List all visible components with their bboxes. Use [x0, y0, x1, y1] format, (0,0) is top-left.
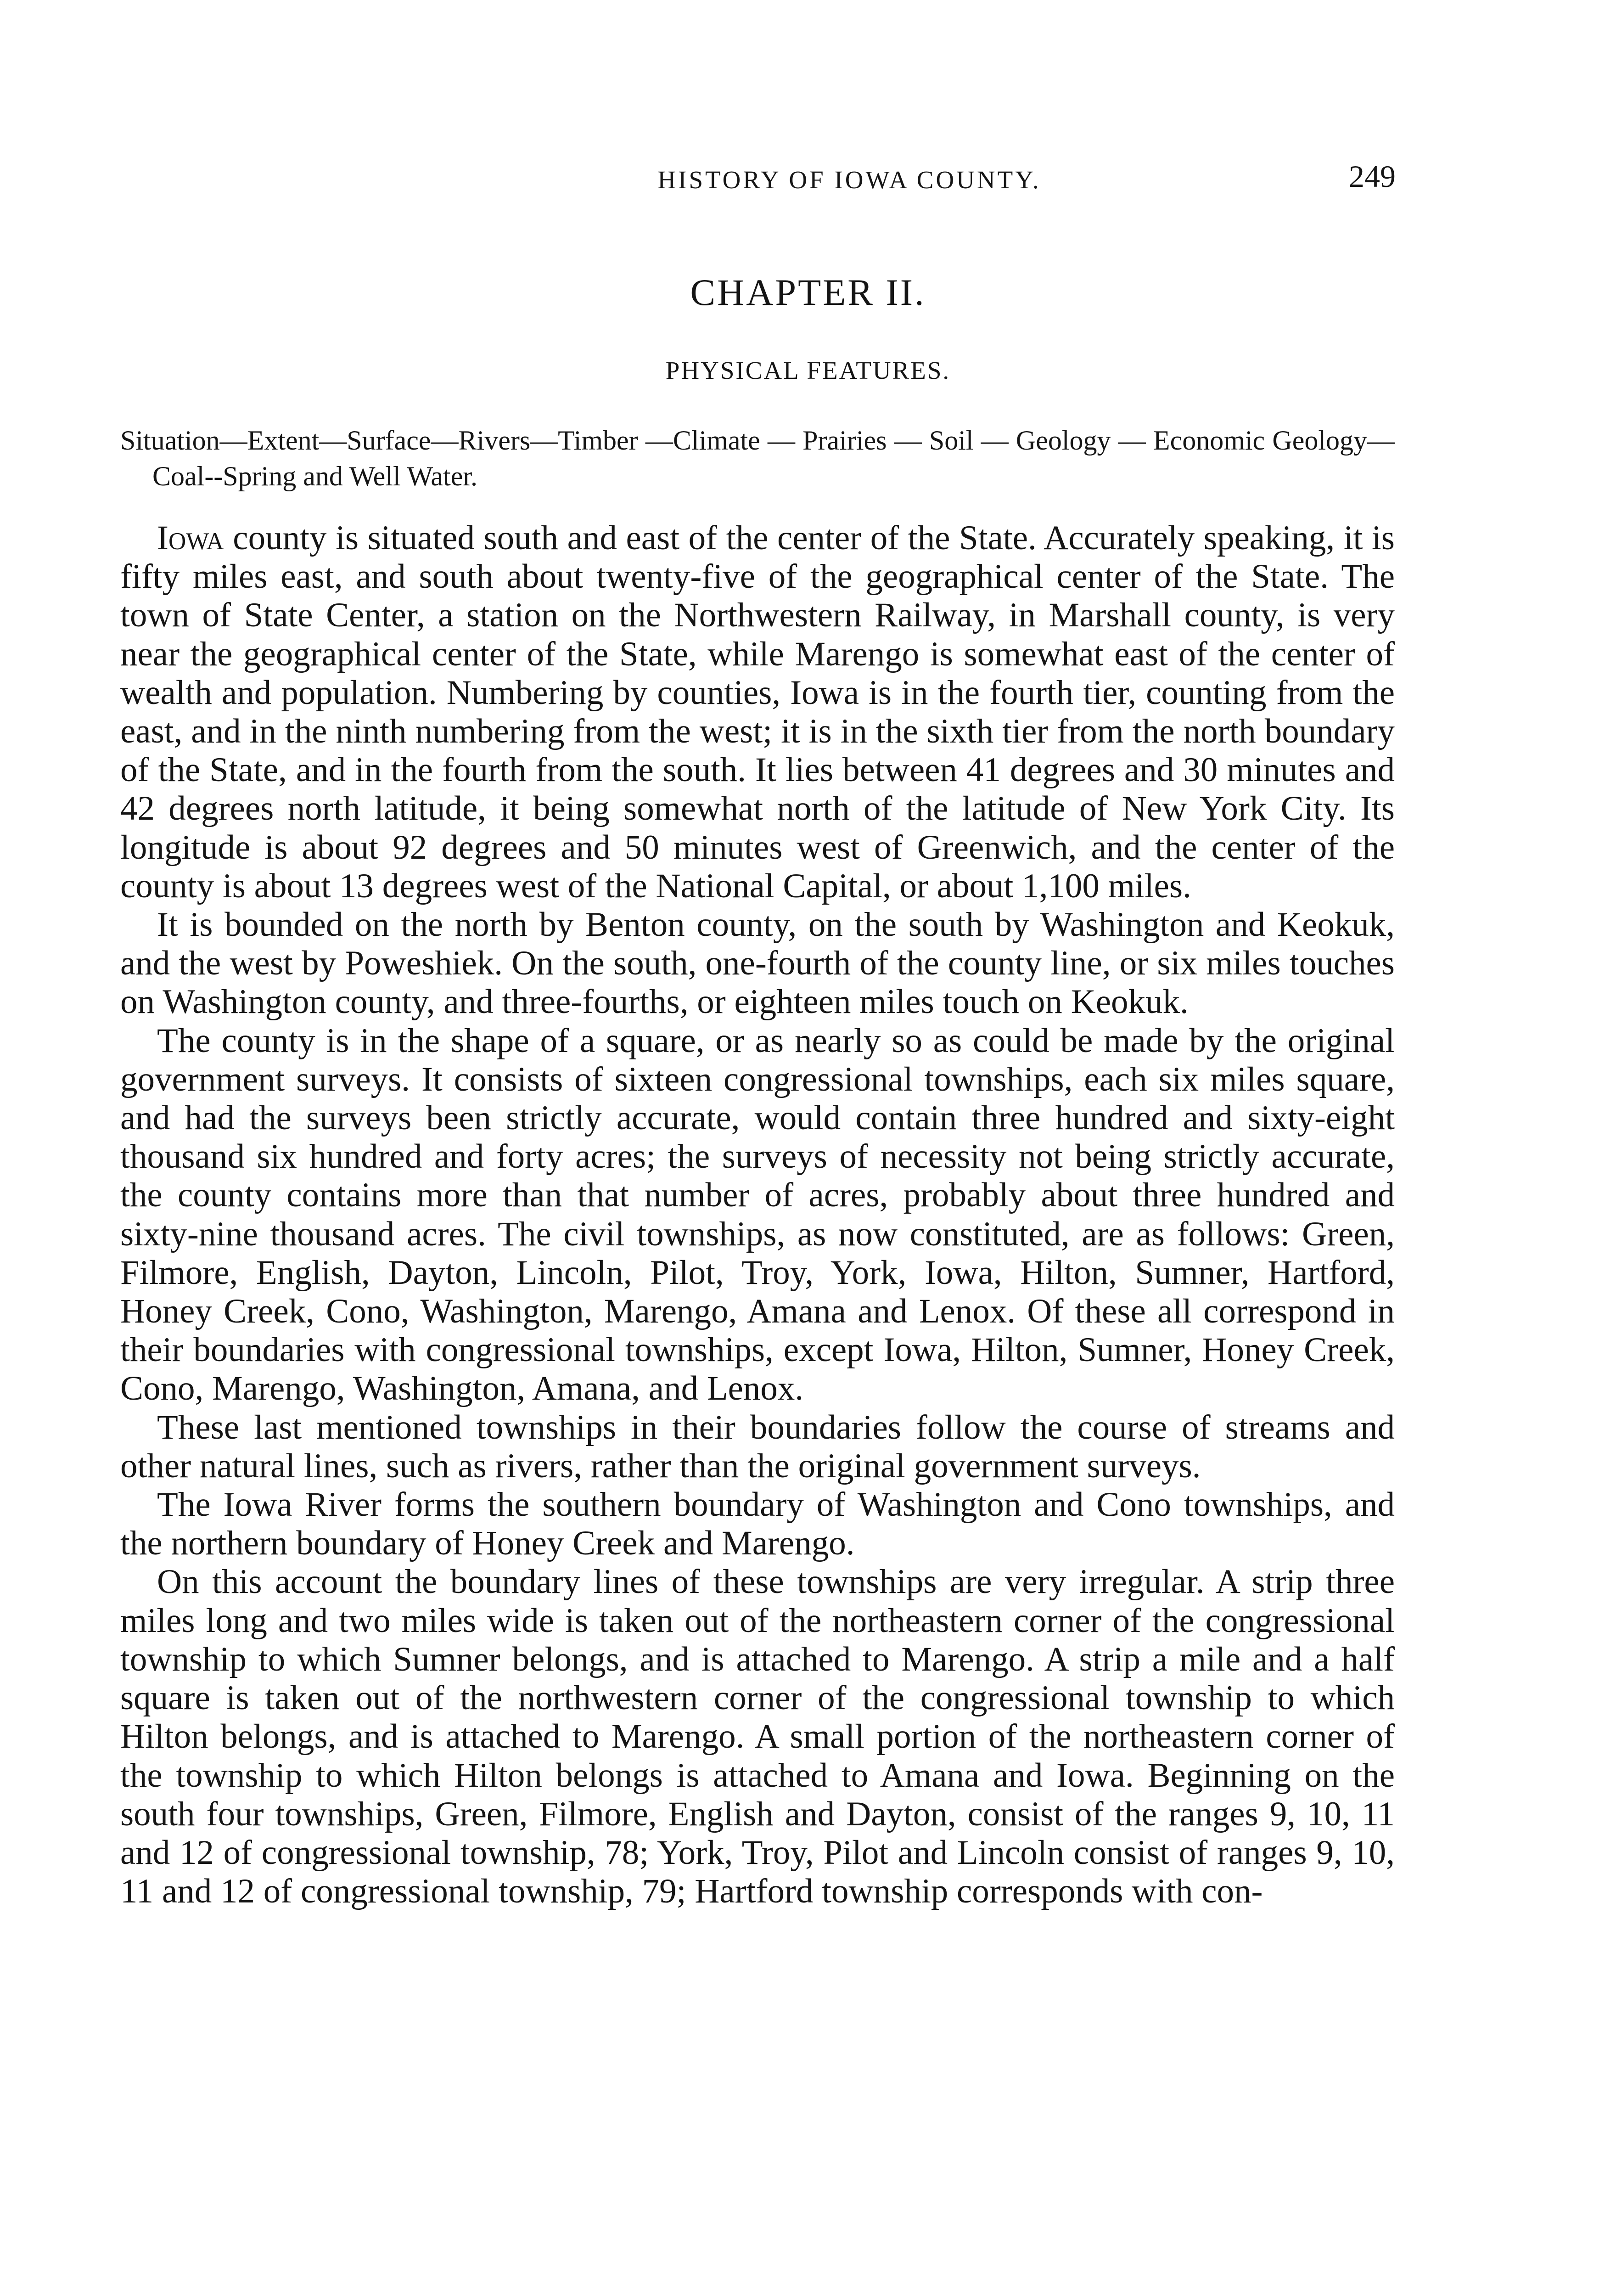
paragraph: On this account the boundary lines of these townships are very irregular. A strip three miles long and two miles wide is taken out of the northeastern corner of the congressional township to which Sumner belongs, and is attached to Marengo. A strip a mile and a half square is taken out of the northwestern corner of the congressional township to which Hilton belongs, and is attached to Marengo. A small portion of the northeastern corner of the township to which Hilton belongs is attached to Amana and Iowa. Beginning on the south four townships, Green, Filmore, English and Dayton, consist of the ranges 9, 10, 11 and 12 of congressional township, 78; York, Troy, Pilot and Lincoln consist of ranges 9, 10, 11 and 12 of congressional township, 79; Hartford township corresponds with con-	[120, 1563, 1395, 1911]
chapter-synopsis	[120, 422, 1395, 494]
running-head: HISTORY OF IOWA COUNTY.	[657, 166, 1041, 194]
chapter-title: CHAPTER II.	[690, 271, 926, 313]
paragraph: The county is in the shape of a square, or as nearly so as could be made by the original government surveys. It consists of sixteen congressional townships, each six miles square, and had the surveys been strictly accurate, would contain three hundred and sixty-eight thousand six hundred and forty acres; the surveys of necessity not being strictly accurate, the county contains more than that number of acres, probably about three hundred and sixty-nine thousand acres. The civil townships, as now constituted, are as follows: Green, Filmore, English, Dayton, Lincoln, Pilot, Troy, York, Iowa, Hilton, Sumner, Hartford, Honey Creek, Cono, Washington, Marengo, Amana and Lenox. Of these all correspond in their boundaries with congressional townships, except Iowa, Hilton, Sumner, Honey Creek, Cono, Marengo, Washington, Amana, and Lenox.	[120, 1021, 1395, 1408]
paragraph-text: county is situated south and east of the center of the State. Accurately speaking, it is fifty miles east, and south about twenty-five of the geographical center of the State. The town of State Center, a station on the Northwestern Railway, in Marshall county, is very near the geographical center of the State, while Marengo is somewhat east of the center of wealth and population. Numbering by counties, Iowa is in the fourth tier, counting from the east, and in the ninth numbering from the west; it is in the sixth tier from the north boundary of the State, and in the fourth from the south. It lies between 41 degrees and 30 minutes and 42 degrees north latitude, it being somewhat north of the latitude of New York City. Its longitude is about 92 degrees and 50 minutes west of Greenwich, and the center of the county is about 13 degrees west of the National Capital, or about 1,100 miles.	[120, 519, 1395, 905]
section-title: PHYSICAL FEATURES.	[665, 356, 951, 384]
paragraph: The Iowa River forms the southern boundary of Washington and Cono townships, and the northern boundary of Honey Creek and Marengo.	[120, 1486, 1395, 1563]
paragraph: These last mentioned townships in their boundaries follow the course of streams and other natural lines, such as rivers, rather than the original government surveys.	[120, 1408, 1395, 1485]
body-text	[120, 519, 1395, 1911]
page-number: 249	[1349, 159, 1396, 194]
lead-word: Iowa	[157, 519, 224, 557]
paragraph	[120, 519, 1395, 906]
paragraph: It is bounded on the north by Benton county, on the south by Washington and Keokuk, and the west by Poweshiek. On the south, one-fourth of the county line, or six miles touches on Washington county, and three-fourths, or eighteen miles touch on Keokuk.	[120, 906, 1395, 1021]
synopsis-text: Situation—Extent—Surface—Rivers—Timber —Climate — Prairies — Soil — Geology — Economic Geology—Coal--Spring and Well Water.	[120, 425, 1395, 491]
